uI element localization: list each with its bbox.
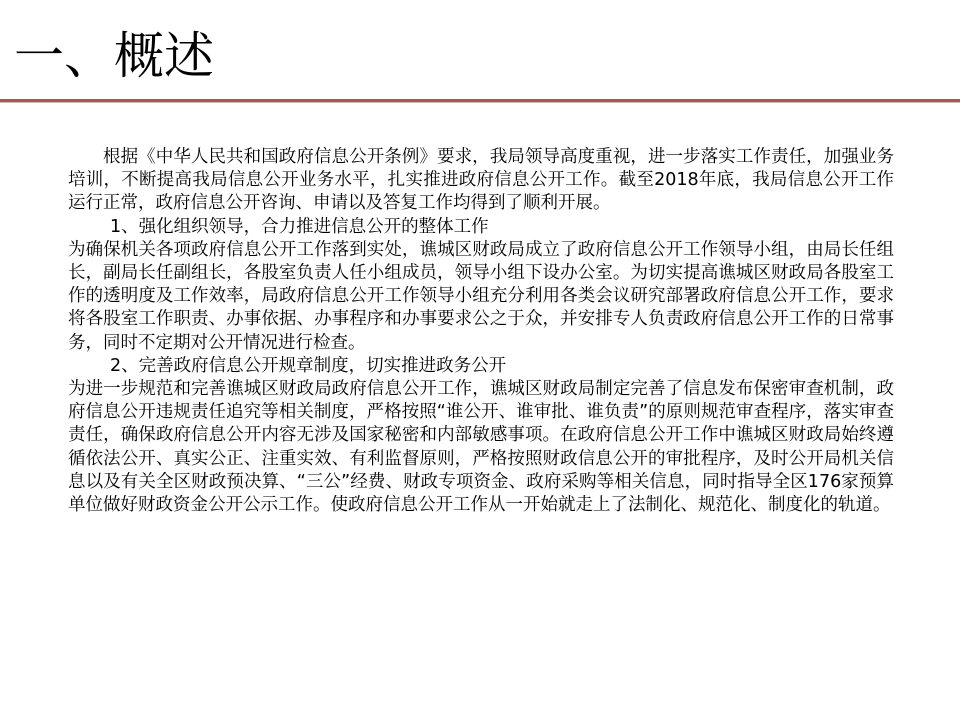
title-divider-shadow bbox=[0, 102, 960, 103]
section-heading-2: 2、完善政府信息公开规章制度，切实推进政务公开 bbox=[110, 355, 507, 376]
intro-paragraph: 根据《中华人民共和国政府信息公开条例》要求，我局领导高度重视，进一步落实工作责任，加强业务培训，不断提高我局信息公开业务水平，扎实推进政府信息公开工作。截至2018年底，我局信息公开工作运行正常，政府信息公开咨询、申请以及答复工作均得到了顺利开展。 bbox=[68, 147, 894, 214]
slide-title: 一、概述 bbox=[14, 27, 214, 85]
section-paragraph-1: 为确保机关各项政府信息公开工作落到实处，谯城区财政局成立了政府信息公开工作领导小组，由局长任组长，副局长任副组长，各股室负责人任小组成员，领导小组下设办公室。为切实提高谯城区财政局各股室工作的透明度及工作效率，局政府信息公开工作领导小组充分利用各类会议研究部署政府信息公开工作，要求将各股室工作职责、办事依据、办事程序和办事要求公之于众，并安排专人负责政府信息公开工作的日常事务，同时不定期对公开情况进行检查。 bbox=[68, 239, 894, 353]
section-paragraph-2: 为进一步规范和完善谯城区财政局政府信息公开工作，谯城区财政局制定完善了信息发布保密审查机制，政府信息公开违规责任追究等相关制度，严格按照“谁公开、谁审批、谁负责”的原则规范审查程序，落实审查责任，确保政府信息公开内容无涉及国家秘密和内部敏感事项。在政府信息公开工作中谯城区财政局始终遵循依法公开、真实公正、注重实效、有利监督原则，严格按照财政信息公开的审批程序，及时公开局机关信息以及有关全区财政预决算、“三公”经费、财政专项资金、政府采购等相关信息，同时指导全区176家预算单位做好财政资金公开公示工作。使政府信息公开工作从一开始就走上了法制化、规范化、制度化的轨道。 bbox=[68, 379, 894, 516]
section-heading-1: 1、强化组织领导，合力推进信息公开的整体工作 bbox=[110, 216, 489, 237]
body-text bbox=[68, 146, 894, 517]
